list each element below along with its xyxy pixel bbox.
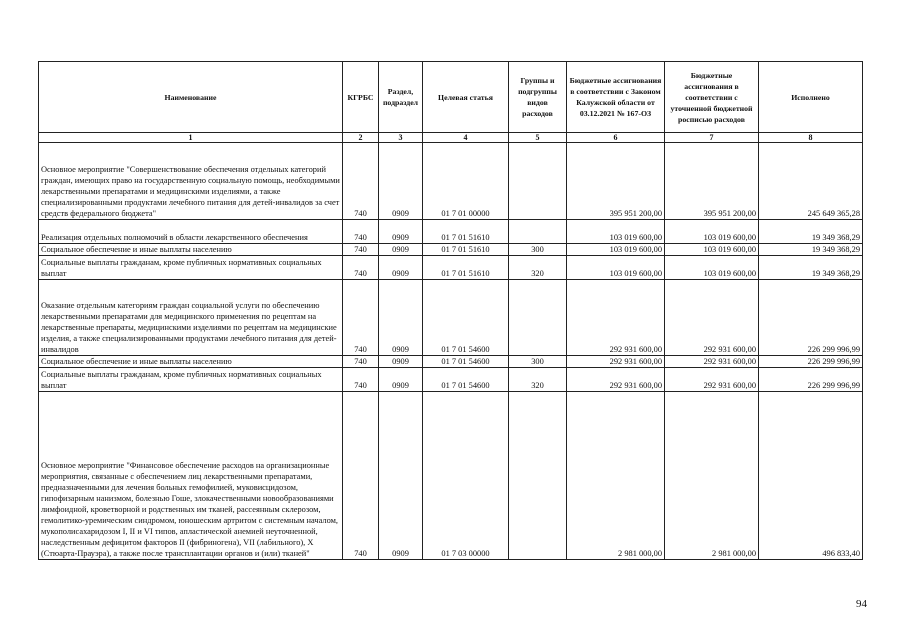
row-executed-amount: 19 349 368,29 (759, 220, 863, 244)
row-kgrbs: 740 (343, 256, 379, 280)
table-row (39, 244, 863, 256)
row-section: 0909 (379, 368, 423, 392)
row-group (509, 392, 567, 560)
row-group: 320 (509, 256, 567, 280)
row-target: 01 7 01 51610 (423, 220, 509, 244)
table-row (39, 220, 863, 244)
column-number: 5 (509, 133, 567, 143)
row-target: 01 7 01 54600 (423, 356, 509, 368)
row-target: 01 7 01 51610 (423, 256, 509, 280)
row-group (509, 220, 567, 244)
column-number-row (39, 133, 863, 143)
row-section: 0909 (379, 256, 423, 280)
row-law-amount: 292 931 600,00 (567, 368, 665, 392)
row-law-amount: 103 019 600,00 (567, 244, 665, 256)
row-refined-amount: 103 019 600,00 (665, 244, 759, 256)
row-name: Реализация отдельных полномочий в области лекарственного обеспечения (39, 220, 343, 244)
row-section: 0909 (379, 244, 423, 256)
header-expense-group: Группы и подгруппы видов расходов (509, 62, 567, 133)
header-target-article: Целевая статья (423, 62, 509, 133)
column-number: 1 (39, 133, 343, 143)
row-law-amount: 2 981 000,00 (567, 392, 665, 560)
row-target: 01 7 01 54600 (423, 280, 509, 356)
column-number: 3 (379, 133, 423, 143)
row-section: 0909 (379, 392, 423, 560)
row-kgrbs: 740 (343, 368, 379, 392)
row-law-amount: 292 931 600,00 (567, 356, 665, 368)
row-group (509, 143, 567, 220)
row-section: 0909 (379, 356, 423, 368)
page-number: 94 (856, 598, 867, 610)
header-row (39, 62, 863, 133)
table-row (39, 256, 863, 280)
row-name: Основное мероприятие "Финансовое обеспечение расходов на организационные мероприятия, связанные с обеспечением лиц лекарственными препаратами, предназначенными для лечения больных гемофилией, муковисцидозом, гипофизарным нанизмом, болезнью Гоше, злокачественными новообразованиями лимфоидной, кроветворной и родственных им тканей, рассеянным склерозом, гемолитико-уремическим синдромом, юношеским артритом с системным началом, мукополисахаридозом I, II и VI типов, апластической анемией неуточненной, наследственным дефицитом факторов II (фибриногена), VII (лабильного), X (Стюарта-Прауэра), а также после трансплантации органов и (или) тканей" (39, 392, 343, 560)
row-kgrbs: 740 (343, 392, 379, 560)
row-kgrbs: 740 (343, 356, 379, 368)
row-law-amount: 292 931 600,00 (567, 280, 665, 356)
column-number: 6 (567, 133, 665, 143)
row-target: 01 7 01 00000 (423, 143, 509, 220)
header-refined-allocation: Бюджетные ассигнования в соответствии с уточненной бюджетной росписью расходов (665, 62, 759, 133)
row-name: Социальные выплаты гражданам, кроме публичных нормативных социальных выплат (39, 368, 343, 392)
column-number: 8 (759, 133, 863, 143)
row-kgrbs: 740 (343, 220, 379, 244)
row-executed-amount: 226 299 996,99 (759, 356, 863, 368)
header-name: Наименование (39, 62, 343, 133)
row-section: 0909 (379, 280, 423, 356)
budget-execution-table (38, 61, 863, 560)
row-name: Социальное обеспечение и иные выплаты населению (39, 244, 343, 256)
row-law-amount: 103 019 600,00 (567, 256, 665, 280)
row-refined-amount: 2 981 000,00 (665, 392, 759, 560)
row-executed-amount: 245 649 365,28 (759, 143, 863, 220)
header-kgrbs: КГРБС (343, 62, 379, 133)
row-name: Оказание отдельным категориям граждан социальной услуги по обеспечению лекарственными препаратами для медицинского применения по рецептам на лекарственные препараты, медицинскими изделиями по рецептам на медицинские изделия, а также специализированными продуктами лечебного питания для детей-инвалидов (39, 280, 343, 356)
row-executed-amount: 496 833,40 (759, 392, 863, 560)
row-kgrbs: 740 (343, 143, 379, 220)
row-target: 01 7 03 00000 (423, 392, 509, 560)
row-executed-amount: 19 349 368,29 (759, 244, 863, 256)
row-refined-amount: 292 931 600,00 (665, 280, 759, 356)
row-target: 01 7 01 51610 (423, 244, 509, 256)
table-row (39, 280, 863, 356)
header-law-allocation: Бюджетные ассигнования в соответствии с Законом Калужской области от 03.12.2021 № 167-ОЗ (567, 62, 665, 133)
row-group: 300 (509, 356, 567, 368)
row-group: 320 (509, 368, 567, 392)
row-kgrbs: 740 (343, 280, 379, 356)
row-refined-amount: 103 019 600,00 (665, 256, 759, 280)
row-executed-amount: 226 299 996,99 (759, 280, 863, 356)
table-row (39, 143, 863, 220)
column-number: 7 (665, 133, 759, 143)
header-section: Раздел, подраздел (379, 62, 423, 133)
row-section: 0909 (379, 143, 423, 220)
row-law-amount: 103 019 600,00 (567, 220, 665, 244)
row-group: 300 (509, 244, 567, 256)
row-refined-amount: 395 951 200,00 (665, 143, 759, 220)
row-law-amount: 395 951 200,00 (567, 143, 665, 220)
column-number: 4 (423, 133, 509, 143)
column-number: 2 (343, 133, 379, 143)
row-section: 0909 (379, 220, 423, 244)
table-row (39, 356, 863, 368)
row-name: Социальное обеспечение и иные выплаты населению (39, 356, 343, 368)
row-kgrbs: 740 (343, 244, 379, 256)
row-refined-amount: 292 931 600,00 (665, 368, 759, 392)
table-row (39, 368, 863, 392)
row-executed-amount: 19 349 368,29 (759, 256, 863, 280)
row-name: Социальные выплаты гражданам, кроме публичных нормативных социальных выплат (39, 256, 343, 280)
row-refined-amount: 292 931 600,00 (665, 356, 759, 368)
table-row (39, 392, 863, 560)
row-name: Основное мероприятие "Совершенствование обеспечения отдельных категорий граждан, имеющих право на государственную социальную помощь, необходимыми лекарственными препаратами и медицинскими изделиями, а также специализированными продуктами лечебного питания для детей-инвалидов за счет средств федерального бюджета" (39, 143, 343, 220)
header-executed: Исполнено (759, 62, 863, 133)
row-target: 01 7 01 54600 (423, 368, 509, 392)
row-refined-amount: 103 019 600,00 (665, 220, 759, 244)
row-executed-amount: 226 299 996,99 (759, 368, 863, 392)
row-group (509, 280, 567, 356)
